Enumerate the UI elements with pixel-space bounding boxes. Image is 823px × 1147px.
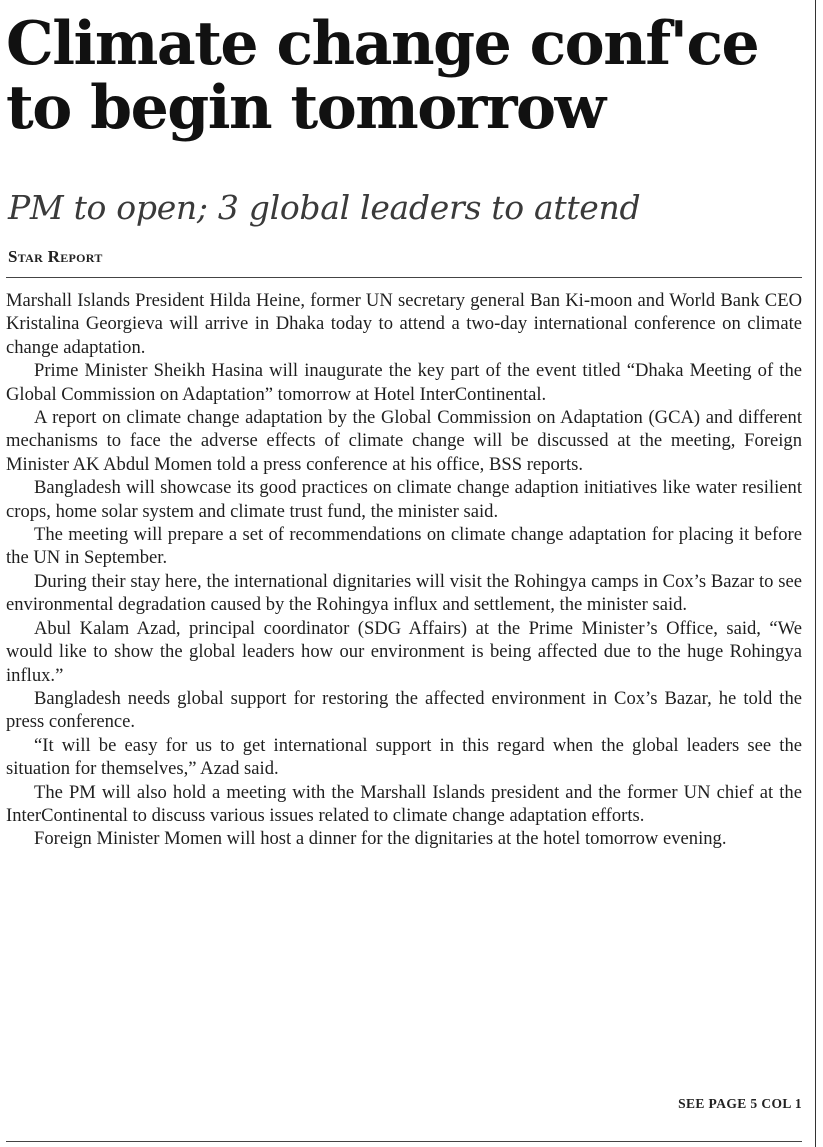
bottom-divider xyxy=(6,1141,802,1142)
article-body xyxy=(6,289,802,851)
paragraph: During their stay here, the international dignitaries will visit the Rohingya camps in Cox’s Bazar to see environmental degradation caused by the Rohingya influx and settlement, the minister said. xyxy=(6,570,802,616)
paragraph: “It will be easy for us to get international support in this regard when the global leaders see the situation for themselves,” Azad said. xyxy=(6,734,802,780)
paragraph: The PM will also hold a meeting with the Marshall Islands president and the former UN chief at the InterContinental to discuss various issues related to climate change adaptation efforts. xyxy=(6,781,802,826)
column-rule xyxy=(815,0,816,1147)
paragraph: The meeting will prepare a set of recommendations on climate change adaptation for placing it before the UN in September. xyxy=(6,524,802,569)
news-article xyxy=(6,0,802,1147)
paragraph: Marshall Islands President Hilda Heine, former UN secretary general Ban Ki-moon and World Bank CEO Kristalina Georgieva will arrive in Dhaka today to attend a two-day international conference on climate change adaptation. xyxy=(6,290,802,358)
paragraph: Foreign Minister Momen will host a dinner for the dignitaries at the hotel tomorrow evening. xyxy=(34,828,727,850)
headline: Climate change conf'ce to begin tomorrow xyxy=(6,9,759,143)
paragraph: Bangladesh will showcase its good practices on climate change adaption initiatives like water resilient crops, home solar system and climate trust fund, the minister said. xyxy=(6,477,802,522)
paragraph: Abul Kalam Azad, principal coordinator (SDG Affairs) at the Prime Minister’s Office, said, “We would like to show the global leaders how our environment is being affected due to the huge Rohingya influx.” xyxy=(6,617,802,686)
byline: Star Report xyxy=(8,247,103,266)
paragraph: A report on climate change adaptation by the Global Commission on Adaptation (GCA) and different mechanisms to face the adverse effects of climate change will be discussed at the meeting, Foreign Minister AK Abdul Momen told a press conference at his office, BSS reports. xyxy=(6,407,802,475)
byline-divider xyxy=(6,277,802,278)
subheadline: PM to open; 3 global leaders to attend xyxy=(8,188,641,227)
jump-line: SEE PAGE 5 COL 1 xyxy=(678,1096,802,1111)
paragraph: Bangladesh needs global support for restoring the affected environment in Cox’s Bazar, he told the press conference. xyxy=(6,687,802,733)
paragraph: Prime Minister Sheikh Hasina will inaugurate the key part of the event titled “Dhaka Meeting of the Global Commission on Adaptation” tomorrow at Hotel InterContinental. xyxy=(6,360,802,405)
